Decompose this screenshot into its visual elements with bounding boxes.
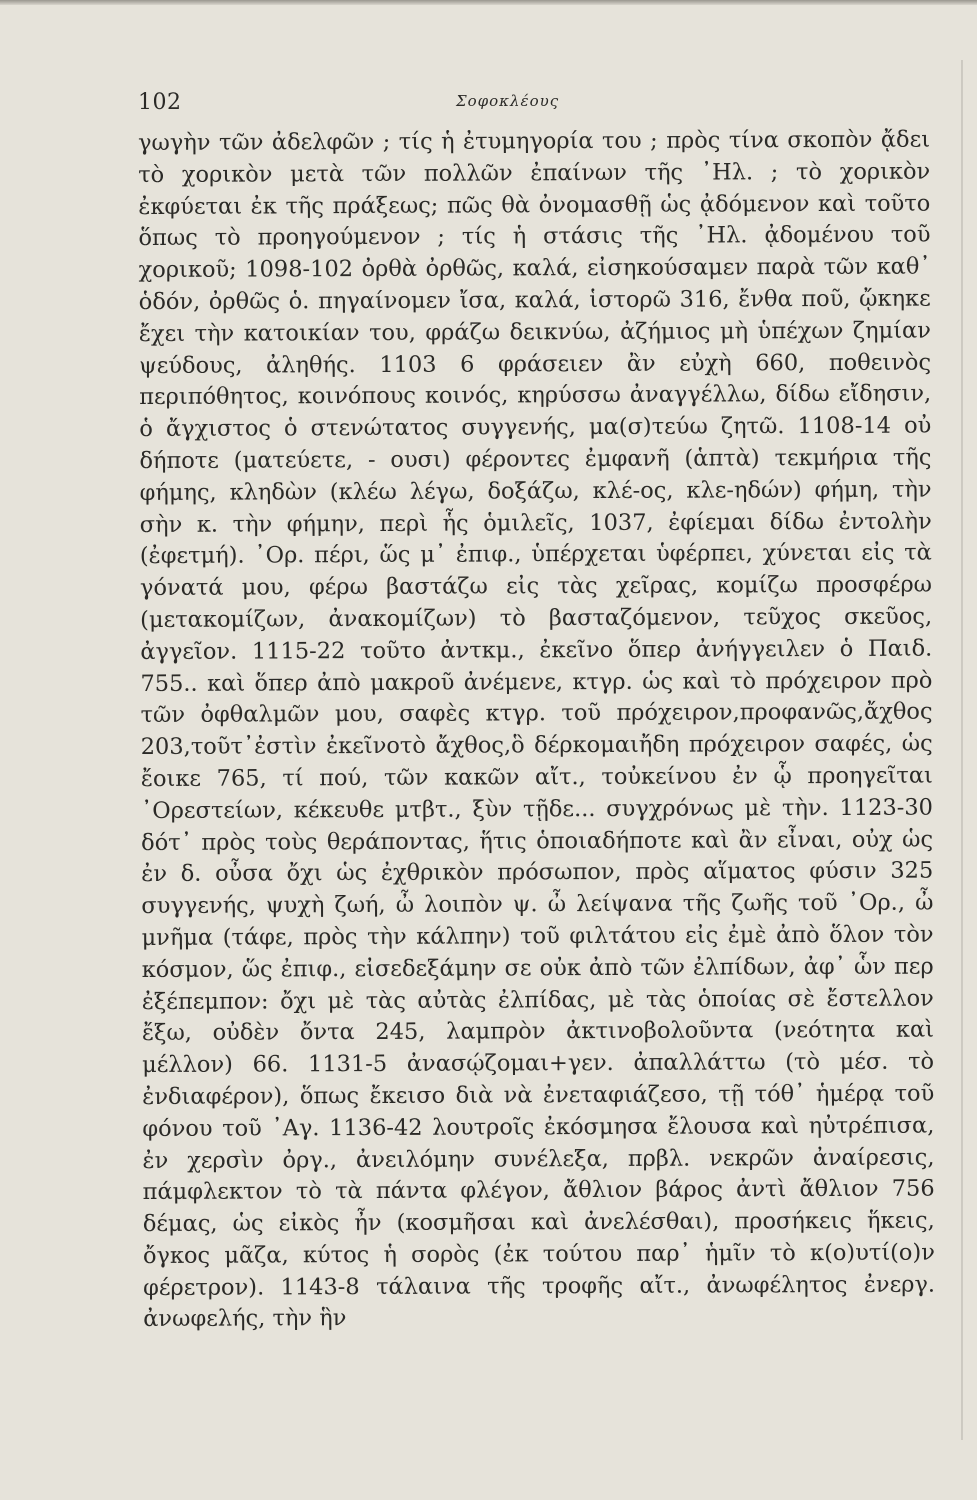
commentary-paragraph: γωγὴν τῶν ἀδελφῶν ; τίς ἡ ἐτυμηγορία του ; πρὸς τίνα σκοπὸν ᾄδει τὸ χορικὸν μετὰ τῶν πολλῶν ἐπαίνων τῆς ᾿Ηλ. ; τὸ χορικὸν ἐκφύεται ἐκ τῆς πράξεως; πῶς θὰ ὀνομασθῇ ὡς ᾀδόμενον καὶ τοῦτο ὅπως τὸ προηγούμενον ; τίς ἡ στάσις τῆς ᾿Ηλ. ᾀδομένου τοῦ χορικοῦ; 1098-102 ὀρθὰ ὀρθῶς, καλά, εἰσηκούσαμεν παρὰ τῶν καθ᾿ ὁδόν, ὀρθῶς ὁ. πηγαίνομεν ἴσα, καλά, ἱστορῶ 316, ἔνθα ποῦ, ᾤκηκε ἔχει τὴν κατοικίαν του, φράζω δεικνύω, ἀζήμιος μὴ ὑπέχων ζημίαν ψεύδους, ἀληθής. 1103 6 φράσειεν ἂν εὐχὴ 660, ποθεινὸς περιπόθητος, κοινόπους κοινός, κηρύσσω ἀναγγέλλω, δίδω εἴδησιν, ὁ ἄγχιστος ὁ στενώτατος συγγενής, μα(σ)τεύω ζητῶ. 1108-14 οὐ δήποτε (ματεύετε, - ουσι) φέροντες ἐμφανῆ (ἁπτὰ) τεκμήρια τῆς φήμης, κληδὼν (κλέω λέγω, δοξάζω, κλέ-ος, κλε-ηδών) φήμη, τὴν σὴν κ. τὴν φήμην, περὶ ἧς ὁμιλεῖς, 1037, ἐφίεμαι δίδω ἐντολὴν (ἐφετμή). ᾿Ορ. πέρι, ὥς μ᾿ ἐπιφ., ὑπέρχεται ὑφέρπει, χύνεται εἰς τὰ γόνατά μου, φέρω βαστάζω εἰς τὰς χεῖρας, κομίζω προσφέρω (μετακομίζων, ἀνακομίζων) τὸ βασταζόμενον, τεῦχος σκεῦος, ἀγγεῖον. 1115-22 τοῦτο ἀντκμ., ἐκεῖνο ὅπερ ἀνήγγειλεν ὁ Παιδ. 755.. καὶ ὅπερ ἀπὸ μακροῦ ἀνέμενε, κτγρ. ὡς καὶ τὸ πρόχειρον πρὸ τῶν ὀφθαλμῶν μου, σαφὲς κτγρ. τοῦ πρόχειρον,προφανῶς,ἄχθος 203,τοῦτ᾿ἐστὶν ἐκεῖνοτὸ ἄχθος,ὃ δέρκομαιἤδη πρόχειρον σαφές, ὡς ἔοικε 765, τί πού, τῶν κακῶν αἴτ., τοὐκείνου ἐν ᾧ προηγεῖται ᾿Ορεστείων, κέκευθε μτβτ., ξὺν τῇδε... συγχρόνως μὲ τὴν. 1123-30 δότ᾿ πρὸς τοὺς θεράποντας, ἥτις ὁποιαδήποτε καὶ ἂν εἶναι, οὐχ ὡς ἐν δ. οὖσα ὄχι ὡς ἐχθρικὸν πρόσωπον, πρὸς αἵματος φύσιν 325 συγγενής, ψυχὴ ζωή, ὦ λοιπὸν ψ. ὦ λείψανα τῆς ζωῆς τοῦ ᾿Ορ., ὦ μνῆμα (τάφε, πρὸς τὴν κάλπην) τοῦ φιλτάτου εἰς ἐμὲ ἀπὸ ὅλον τὸν κόσμον, ὥς ἐπιφ., εἰσεδεξάμην σε οὐκ ἀπὸ τῶν ἐλπίδων, ἀφ᾿ ὧν περ ἐξέπεμπον: ὄχι μὲ τὰς αὐτὰς ἐλπίδας, μὲ τὰς ὁποίας σὲ ἔστελλον ἔξω, οὐδὲν ὄντα 245, λαμπρὸν ἀκτινοβολοῦντα (νεότητα καὶ μέλλον) 66. 1131-5 ἀνασῴζομαι+γεν. ἀπαλλάττω (τὸ μέσ. τὸ ἐνδιαφέρον), ὅπως ἔκεισο διὰ νὰ ἐνεταφιάζεσο, τῇ τόθ᾿ ἡμέρᾳ τοῦ φόνου τοῦ ᾿Αγ. 1136-42 λουτροῖς ἐκόσμησα ἔλουσα καὶ ηὐτρέπισα, ἐν χερσὶν ὀργ., ἀνειλόμην συνέλεξα, πρβλ. νεκρῶν ἀναίρεσις, πάμφλεκτον τὸ τὰ πάντα φλέγον, ἄθλιον βάρος ἀντὶ ἄθλιον 756 δέμας, ὡς εἰκὸς ἦν (κοσμῆσαι καὶ ἀνελέσθαι), προσήκεις ἥκεις, ὄγκος μᾶζα, κύτος ἡ σορὸς (ἐκ τούτου παρ᾿ ἡμῖν τὸ κ(ο)υτί(ο)ν φέρετρον). 1143-8 τάλαινα τῆς τροφῆς αἴτ., ἀνωφέλητος ἐνεργ. ἀνωφελής, τὴν ἣν	[138, 126, 936, 1333]
running-head: Σοφοκλέους	[456, 92, 560, 110]
page-number: 102	[138, 90, 182, 115]
scan-top-edge	[0, 0, 977, 5]
commentary-text	[138, 125, 935, 1337]
scan-binding-shadow	[961, 60, 963, 1440]
page-header	[138, 90, 928, 126]
